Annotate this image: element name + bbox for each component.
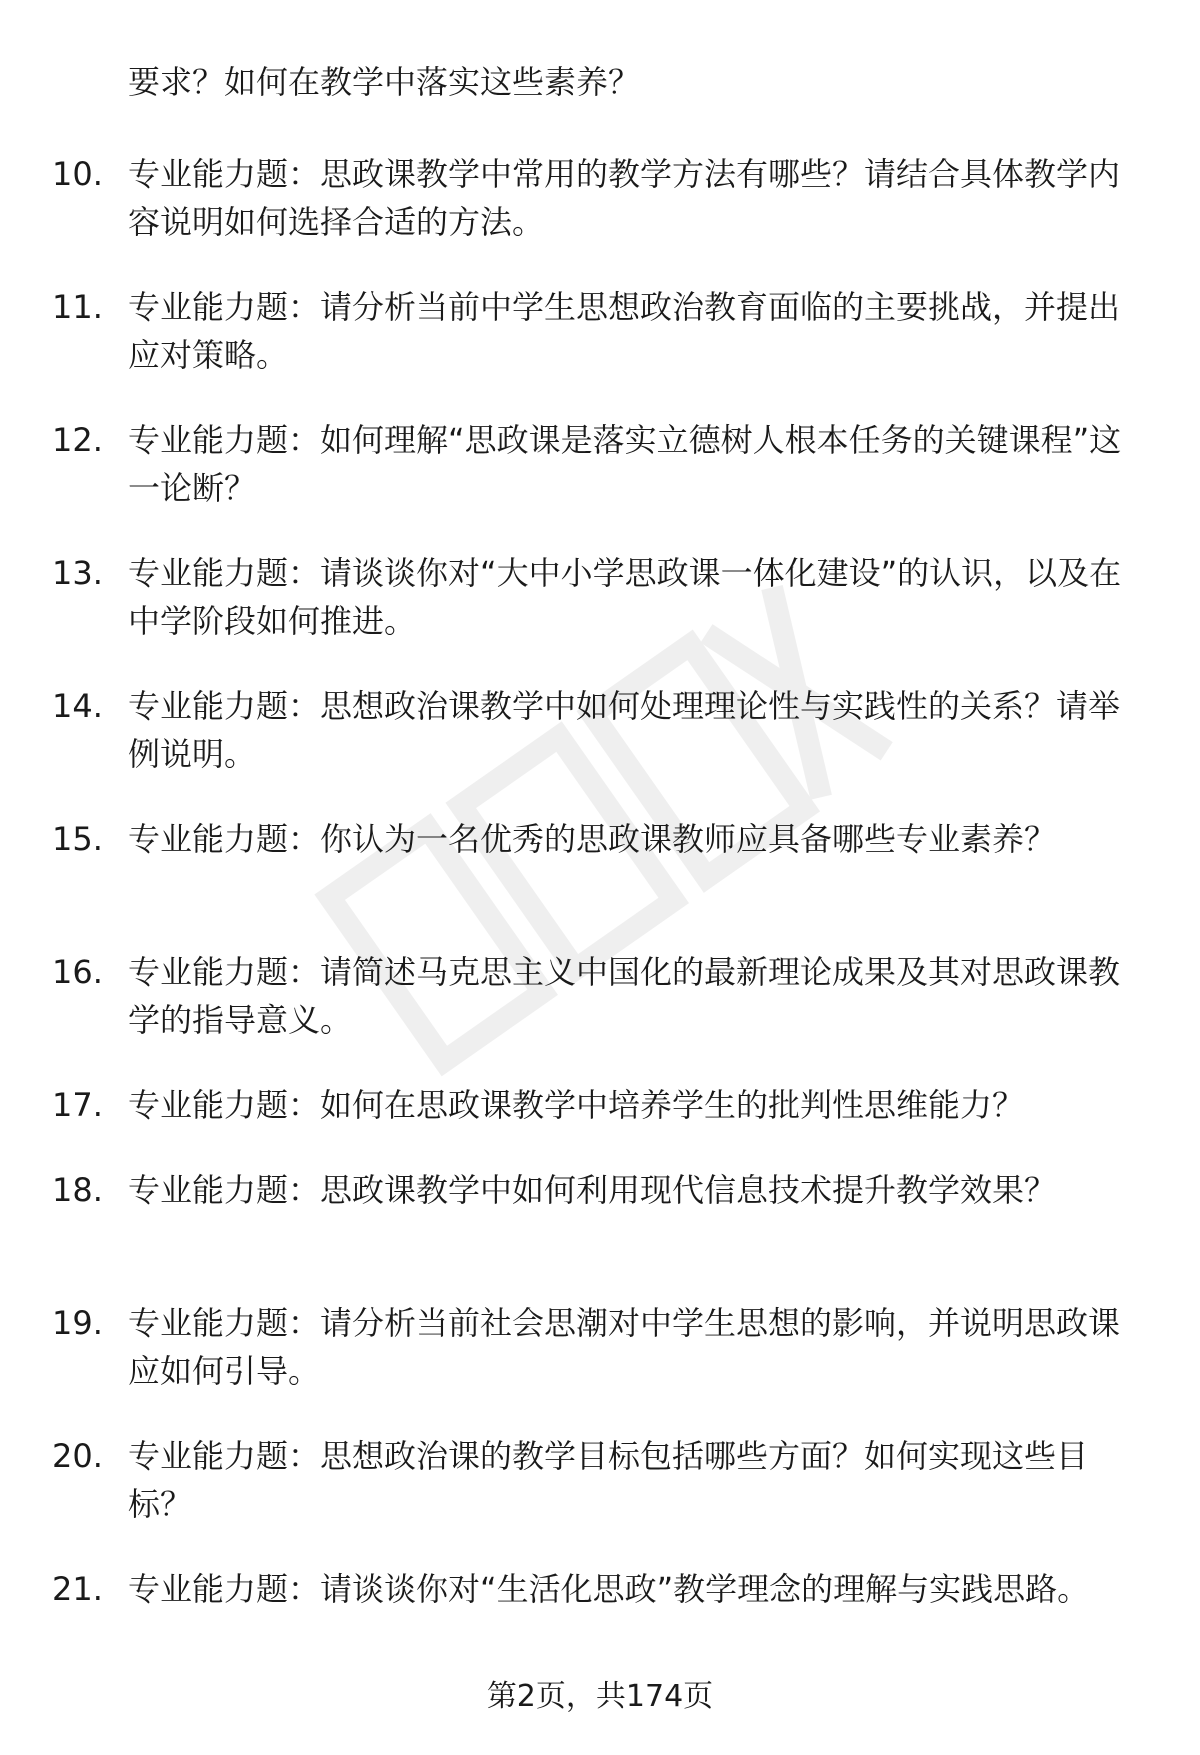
question-number: 21. [52,1570,103,1608]
question-text: 专业能力题：思想政治课的教学目标包括哪些方面？如何实现这些目标？ [128,1437,1089,1523]
question-number: 10. [52,155,103,193]
question-number: 20. [52,1437,103,1475]
question-text: 专业能力题：如何理解“思政课是落实立德树人根本任务的关键课程”这一论断？ [128,421,1122,507]
question-number: 13. [52,554,103,592]
question-number: 12. [52,421,103,459]
question-number: 16. [52,953,103,991]
question-number: 11. [52,288,103,326]
list-item [0,1432,1200,1565]
list-item [0,815,1200,948]
continuation-text: 要求？如何在教学中落实这些素养？ [128,63,641,101]
list-item [0,1299,1200,1432]
question-text: 专业能力题：请分析当前中学生思想政治教育面临的主要挑战，并提出应对策略。 [128,288,1121,374]
list-item [0,1166,1200,1299]
list-item [0,416,1200,549]
list-item [0,549,1200,682]
list-item [0,283,1200,416]
list-item [0,150,1200,283]
question-text: 专业能力题：你认为一名优秀的思政课教师应具备哪些专业素养？ [128,820,1057,858]
question-number: 18. [52,1171,103,1209]
question-text: 专业能力题：请简述马克思主义中国化的最新理论成果及其对思政课教学的指导意义。 [128,953,1121,1039]
question-number: 17. [52,1086,103,1124]
question-text: 专业能力题：如何在思政课教学中培养学生的批判性思维能力？ [128,1086,1025,1124]
question-text: 专业能力题：思政课教学中常用的教学方法有哪些？请结合具体教学内容说明如何选择合适的方法。 [128,155,1121,241]
page-footer: 第2页，共174页 [486,1679,714,1714]
question-text: 专业能力题：思想政治课教学中如何处理理论性与实践性的关系？请举例说明。 [128,687,1121,773]
question-number: 14. [52,687,103,725]
question-list [0,150,1200,1698]
question-number: 15. [52,820,103,858]
question-text: 专业能力题：请分析当前社会思潮对中学生思想的影响，并说明思政课应如何引导。 [128,1304,1121,1390]
question-number: 19. [52,1304,103,1342]
list-item [0,948,1200,1081]
list-item [0,682,1200,815]
question-text: 专业能力题：思政课教学中如何利用现代信息技术提升教学效果？ [128,1171,1057,1209]
question-text: 专业能力题：请谈谈你对“生活化思政”教学理念的理解与实践思路。 [128,1570,1090,1608]
list-item [0,1081,1200,1166]
question-text: 专业能力题：请谈谈你对“大中小学思政课一体化建设”的认识，以及在中学阶段如何推进。 [128,554,1122,640]
